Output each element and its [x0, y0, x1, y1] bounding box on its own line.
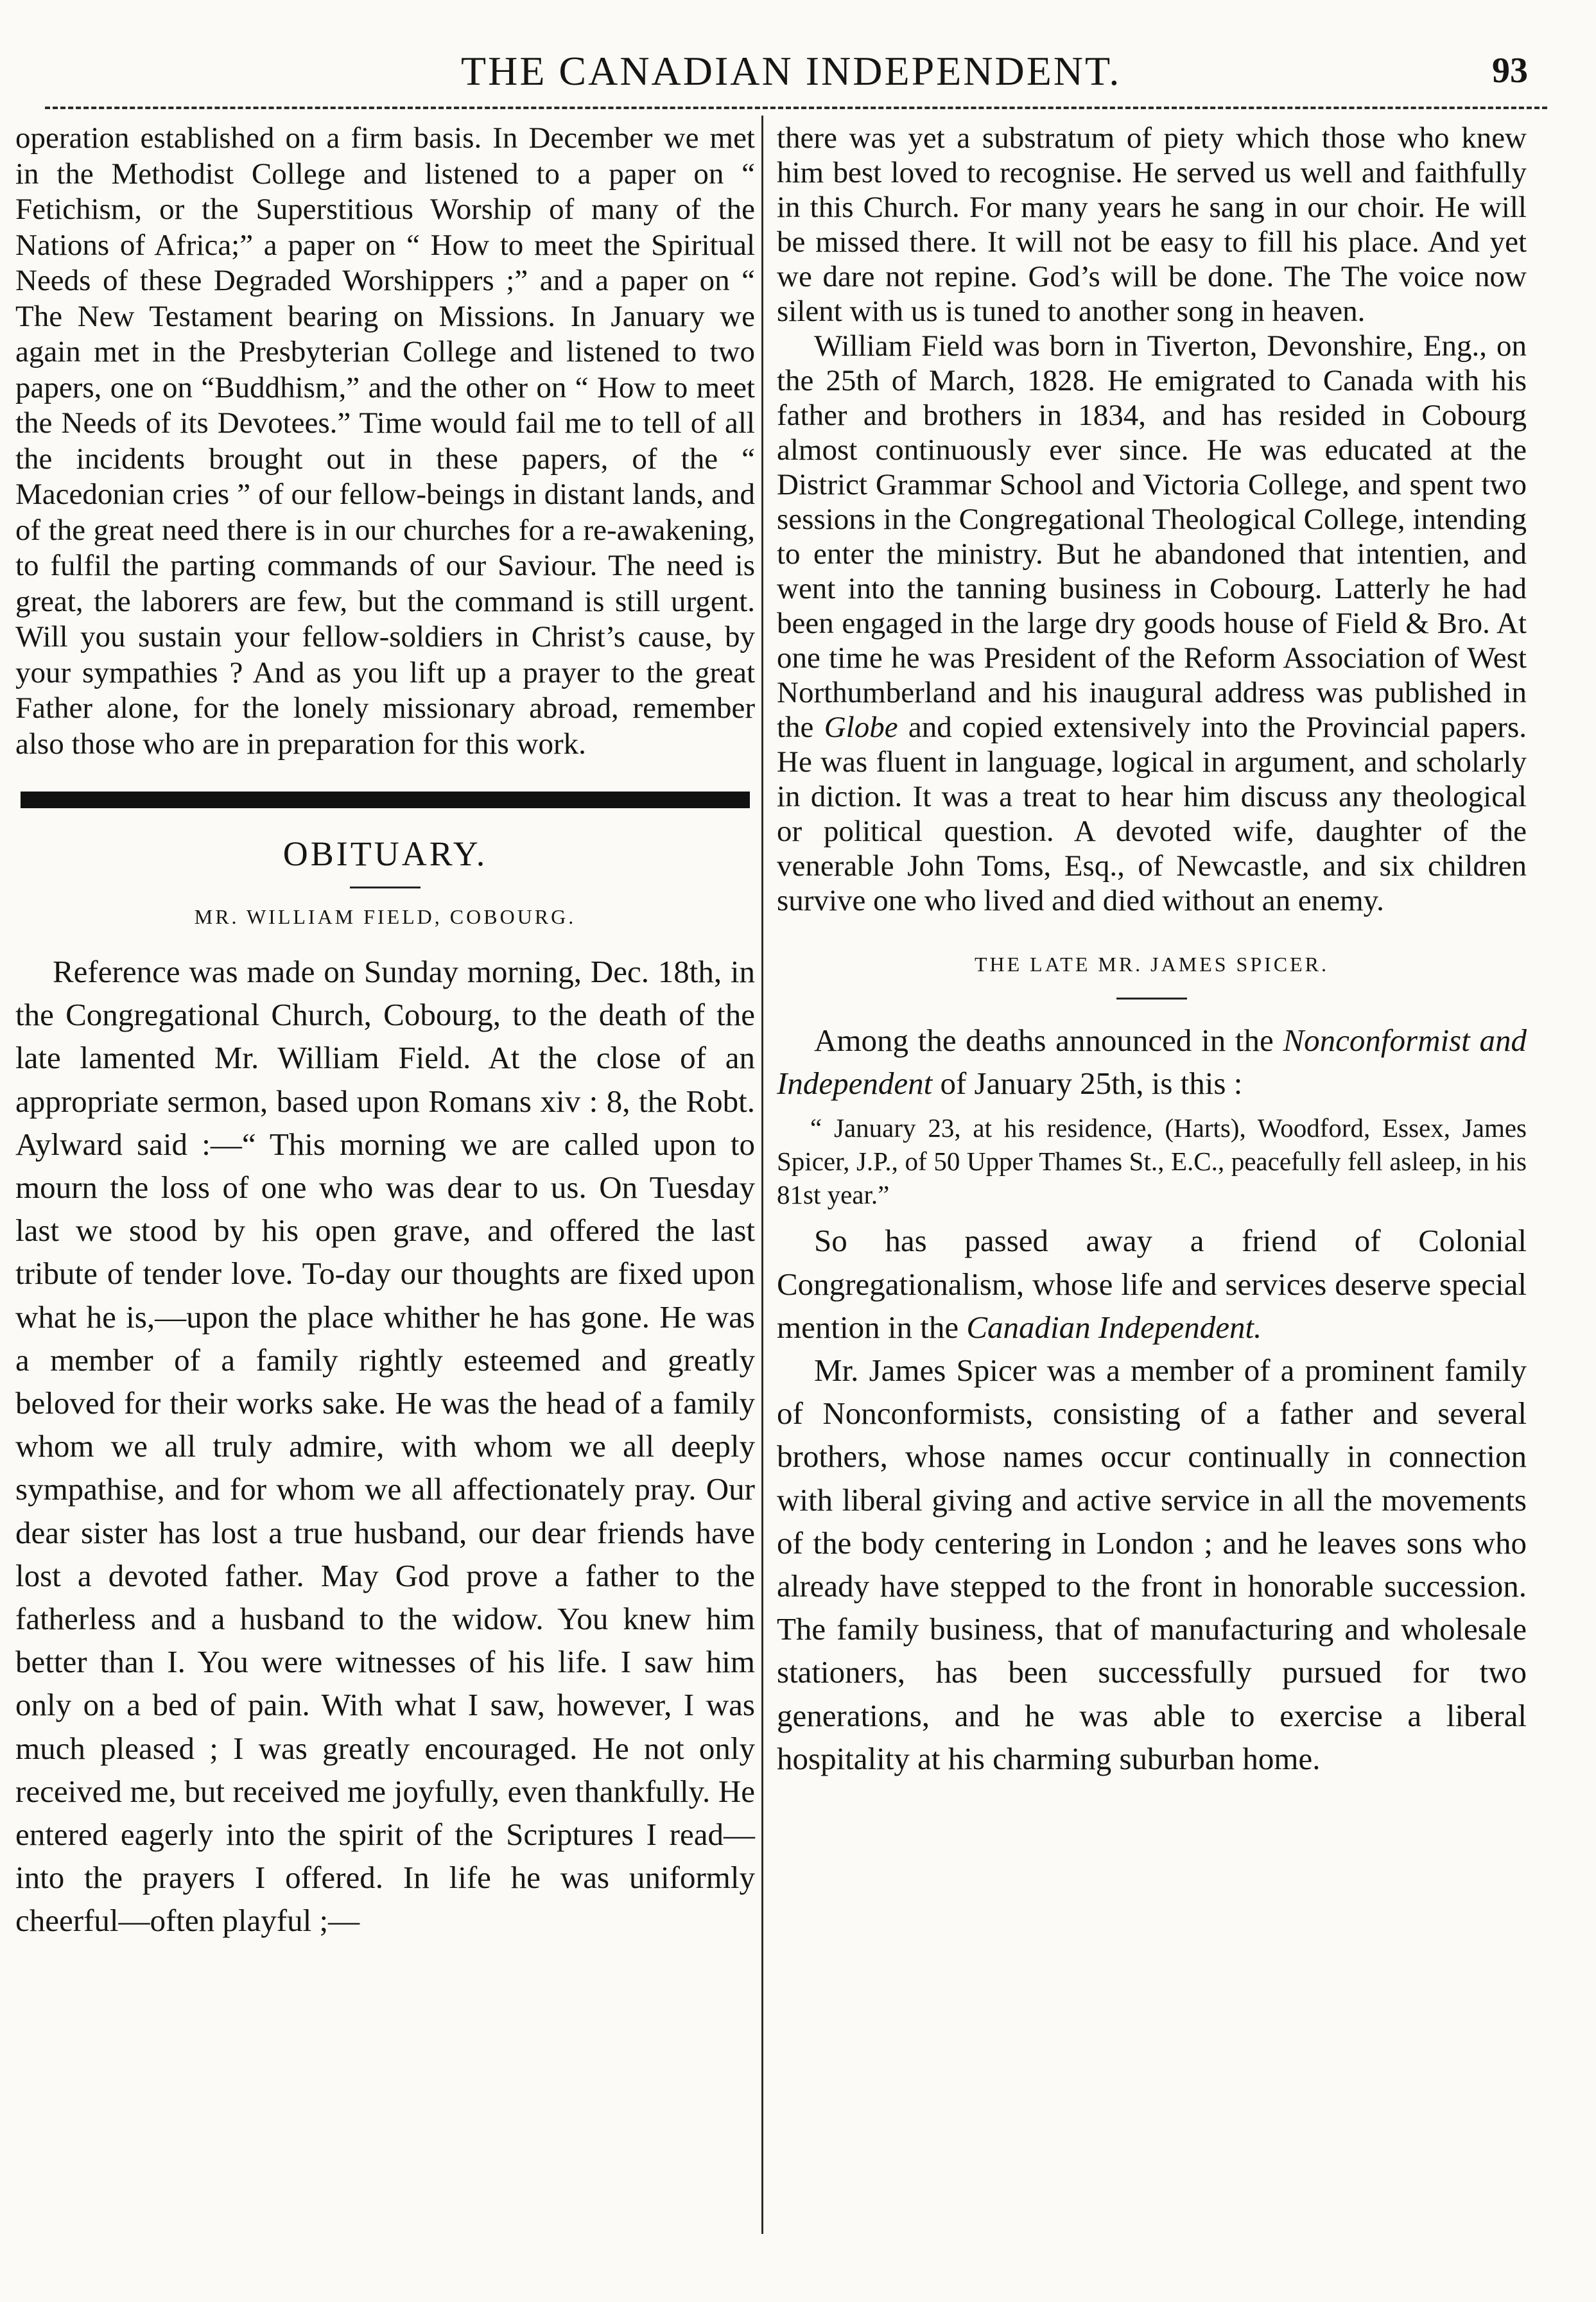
subhead-rule [1116, 998, 1187, 1000]
running-title: THE CANADIAN INDEPENDENT. [461, 48, 1122, 94]
continued-paragraph: there was yet a substratum of piety which those who knew him best loved to recognise. He served us well and faithfully in this Church. For many years he sang in our choir. He will be missed there. It will not be easy to fill his place. And yet we dare not repine. God’s will be done. The The voice now silent with us is tuned to another song in heaven. [777, 121, 1527, 328]
section-rule [21, 792, 750, 808]
spicer-intro [777, 1019, 1527, 1105]
section-title: OBITUARY. [282, 835, 488, 873]
obituary-subhead: MR. WILLIAM FIELD, COBOURG. [194, 905, 577, 928]
canadian-independent-italic: Canadian Independent. [966, 1309, 1262, 1345]
spicer-intro-b: of January 25th, is this : [932, 1066, 1243, 1102]
left-column [15, 121, 755, 1943]
obituary-paragraph: Reference was made on Sunday morning, Dec. 18th, in the Congregational Church, Cobourg, to the death of the late lamented Mr. William Field. At the close of an appropriate sermon, based upon Romans xiv : 8, the Robt. Aylward said :—“ This morning we are called upon to mourn the loss of one who was dear to us. On Tuesday last we stood by his open grave, and offered the last tribute of tender love. To-day our thoughts are fixed upon what he is,—upon the place whither he has gone. He was a member of a family rightly esteemed and greatly beloved for their works sake. He was the head of a family whom we all truly admire, with whom we all deeply sympathise, and for whom we all affectionately pray. Our dear sister has lost a true husband, our dear friends have lost a devoted father. May God prove a father to the fatherless and a husband to the widow. You knew him better than I. You were witnesses of his life. I saw him only on a bed of pain. With what I saw, however, I was much pleased ; I was greatly encouraged. He not only received me, but received me joyfully, even thankfully. He entered eagerly into the spirit of the Scriptures I read—into the prayers I offered. In life he was uniformly cheerful—often playful ;— [15, 954, 755, 1939]
intro-paragraph: operation established on a firm basis. In December we met in the Methodist College and listened to a paper on “ Fetichism, or the Superstitious Worship of many of the Nations of Africa;” a paper on “ How to meet the Spiritual Needs of these Degraded Worshippers ;” and a paper on “ The New Testament bearing on Missions. In January we again met in the Presbyterian College and listened to two papers, one on “Buddhism,” and the other on “ How to meet the Needs of its Devotees.” Time would fail me to tell of all the incidents brought out in these papers, of the “ Macedonian cries ” of our fellow-beings in distant lands, and of the great need there is in our churches for a re-awakening, to fulfil the parting commands of our Saviour. The need is great, the laborers are few, but the command is still urgent. Will you sustain your fellow-soldiers in Christ’s cause, by your sympathies ? And as you lift up a prayer to the great Father alone, for the lonely missionary abroad, remember also those who are in preparation for this work. [15, 121, 755, 761]
biography-text-b2: and copied extensively into the Provincial papers. He was fluent in language, logical in argument, and scholarly in diction. It was a treat to hear him discuss any theological or political question. A devoted wife, daughter of the venerable John Toms, Esq., of Newcastle, and six children survive one who lived and died without an enemy. [777, 711, 1527, 917]
biography-text-a: William Field was born in Tiverton, Devonshire, Eng., on the 25th of March, 1828. He emigrated to Canada with his father and brothers in 1834, and has resided in Cobourg almost continuously ever since. He was educated at the District Grammar School and Victoria College, and spent two sessions in the Congregational Theological College, intending to enter the ministry. But he abandoned that intentien, and went into the tanning business in Cobourg. Latterly he had been engaged in the large dry goods house of Field & Bro. At one time he was President of the Reform Association of West Northumberland and his inaugural address [777, 329, 1527, 709]
biography-text-b1: was published in the [777, 676, 1527, 744]
globe-italic: Globe [824, 711, 898, 744]
spicer-intro-italic: Nonconformist and Independent [777, 1023, 1527, 1102]
right-column [777, 121, 1527, 1780]
quotation: “ January 23, at his residence, (Harts), Woodford, Essex, James Spicer, J.P., of 50 Upper Thames St., E.C., peacefully fell asleep, in his 81st year.” [777, 1113, 1527, 1210]
header-rule [45, 107, 1547, 109]
column-divider [761, 116, 763, 2234]
spicer-subhead: THE LATE MR. JAMES SPICER. [974, 953, 1330, 976]
passed-away-paragraph [777, 1219, 1527, 1349]
title-rule [350, 887, 421, 888]
page-header [19, 44, 1528, 108]
passed-away-text: So has passed away a friend of Colonial Congregationalism, whose life and services deserve special mention in the [777, 1223, 1527, 1345]
spicer-intro-a: Among the deaths announced in the [814, 1023, 1283, 1058]
biography-paragraph [777, 329, 1527, 918]
spicer-paragraph: Mr. James Spicer was a member of a prominent family of Nonconformists, consisting of a father and several brothers, whose names occur continually in connection with liberal giving and active service in all the movements of the body centering in London ; and he leaves sons who already have stepped to the front in honorable succession. The family business, that of manufacturing and wholesale stationers, has been successfully pursued for two generations, and he was able to exercise a liberal hospitality at his charming suburban home. [777, 1353, 1527, 1776]
page-number: 93 [1492, 51, 1528, 91]
